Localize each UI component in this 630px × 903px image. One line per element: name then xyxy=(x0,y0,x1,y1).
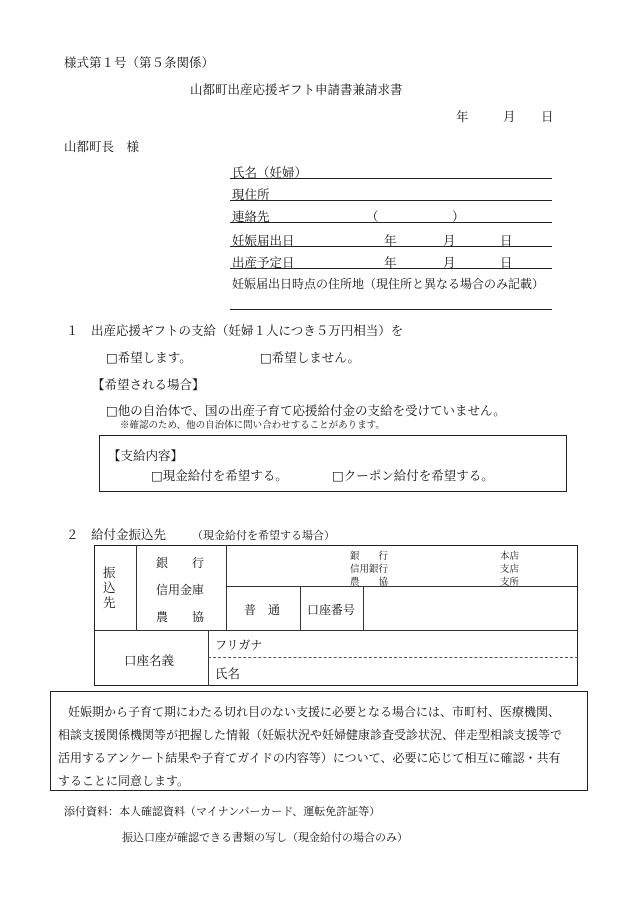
transfer-label-char: 込 xyxy=(103,580,116,595)
declaration-checkbox[interactable]: □他の自治体で、国の出産子育て応援給付金の支給を受けていません。 xyxy=(106,403,506,418)
section1-heading: １ 出産応援ギフトの支給（妊婦１人につき５万円相当）を xyxy=(66,323,404,338)
pregnancy-report-day: 日 xyxy=(500,233,513,248)
contact-open-paren: （ xyxy=(366,209,379,224)
institution-bank[interactable]: 銀 行 xyxy=(156,556,205,570)
address-label: 現住所 xyxy=(232,187,270,202)
branch-shisho: 支所 xyxy=(500,577,520,588)
name-field[interactable] xyxy=(230,178,552,179)
institution-shinkin[interactable]: 信用金庫 xyxy=(156,583,205,597)
due-date-year: 年 xyxy=(384,255,397,270)
form-number: 様式第１号（第５条関係） xyxy=(64,55,215,70)
name-label: 氏名（妊婦） xyxy=(232,165,308,180)
account-number-label: 口座番号 xyxy=(307,603,356,617)
transfer-label-char: 振 xyxy=(103,565,116,580)
prior-address-note: 妊娠届出日時点の住所地（現住所と異なる場合のみ記載） xyxy=(232,277,545,291)
due-date-month: 月 xyxy=(443,255,456,270)
contact-label: 連絡先 xyxy=(232,209,270,224)
pregnancy-report-year: 年 xyxy=(384,233,397,248)
due-date-day: 日 xyxy=(500,255,513,270)
pregnancy-report-field[interactable] xyxy=(230,246,552,247)
transfer-label xyxy=(103,565,116,610)
contact-close-paren: ） xyxy=(452,209,465,224)
account-name-label: 口座名義 xyxy=(124,653,175,668)
consent-line: することに同意します。 xyxy=(58,774,190,788)
addressee: 山都町長 様 xyxy=(64,139,140,154)
right-bank-label: 銀 行 xyxy=(350,551,389,562)
if-yes-heading: 【希望される場合】 xyxy=(92,377,205,392)
right-noukyo-label: 農 協 xyxy=(350,577,389,588)
address-field[interactable] xyxy=(230,200,552,201)
pregnancy-report-month: 月 xyxy=(443,233,456,248)
declaration-note: ※確認のため、他の自治体に問い合わせすることがあります。 xyxy=(120,420,385,431)
prior-address-field[interactable] xyxy=(230,309,552,310)
transfer-label-char: 先 xyxy=(103,595,116,610)
contact-field[interactable] xyxy=(230,222,552,223)
institution-noukyo[interactable]: 農 協 xyxy=(156,610,205,624)
section2-heading: ２ 給付金振込先 xyxy=(66,527,167,542)
consent-line: 妊娠期から子育て期にわたる切れ目のない支援に必要となる場合には、市町村、医療機関、 xyxy=(68,705,561,719)
option-wish-yes[interactable]: □希望します。 xyxy=(106,350,192,365)
branch-honten: 本店 xyxy=(500,551,520,562)
consent-line: 活用するアンケート結果や子育てガイドの内容等）について、必要に応じて相互に確認・共有 xyxy=(58,751,561,765)
account-number-field[interactable] xyxy=(364,587,576,629)
date-year: 年 xyxy=(456,109,469,124)
option-coupon[interactable]: □クーポン給付を希望する。 xyxy=(332,468,494,483)
right-shinyou-label: 信用銀行 xyxy=(350,564,389,575)
date-month: 月 xyxy=(503,109,516,124)
consent-line: 相談支援関係機関等が把握した情報（妊娠状況や妊婦健康診査受診状況、伴走型相談支援等で xyxy=(58,728,563,742)
branch-shiten: 支店 xyxy=(500,564,520,575)
section2-heading-note: （現金給付を希望する場合） xyxy=(192,529,335,542)
account-holder-name-label: 氏名 xyxy=(215,666,241,681)
pregnancy-report-label: 妊娠届出日 xyxy=(232,233,295,248)
date-day: 日 xyxy=(541,109,554,124)
due-date-label: 出産予定日 xyxy=(232,255,295,270)
attachments-line2: 振込口座が確認できる書類の写し（現金給付の場合のみ） xyxy=(122,831,408,844)
furigana-label: フリガナ xyxy=(215,638,263,652)
due-date-field[interactable] xyxy=(230,268,552,269)
page-title: 山都町出産応援ギフト申請書兼請求書 xyxy=(190,82,403,97)
option-cash[interactable]: □現金給付を希望する。 xyxy=(151,468,288,483)
option-wish-no[interactable]: □希望しません。 xyxy=(260,350,361,365)
attachments-line1: 添付資料：本人確認資料（マイナンバーカード、運転免許証等） xyxy=(64,805,381,818)
account-type-futsu: 普 通 xyxy=(244,603,281,617)
payment-content-heading: 【支給内容】 xyxy=(108,448,184,463)
